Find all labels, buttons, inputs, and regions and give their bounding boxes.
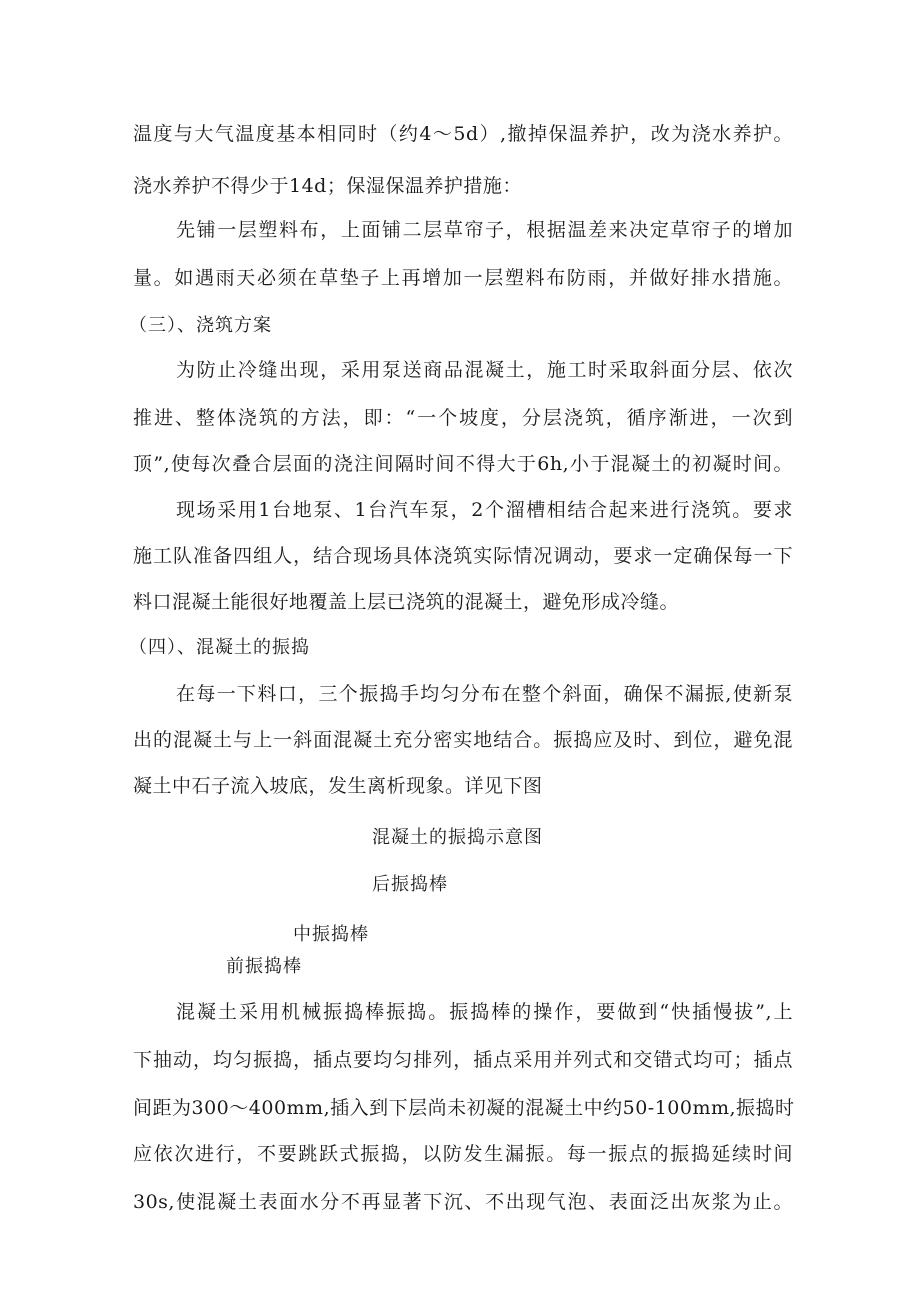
paragraph-line: 在每一下料口，三个振捣手均匀分布在整个斜面，确保不漏振,使新泵 [176,683,793,705]
paragraph-line: 顶”,使每次叠合层面的浇注间隔时间不得大于6h,小于混凝土的初凝时间。 [133,453,793,475]
paragraph-line: 推进、整体浇筑的方法，即：“一个坡度，分层浇筑，循序渐进，一次到 [133,407,793,429]
paragraph-line: 出的混凝土与上一斜面混凝土充分密实地结合。振捣应及时、到位，避免混 [133,729,793,751]
figure-label-middle-vibrator: 中振捣棒 [293,924,369,945]
section-heading: （三）、浇筑方案 [129,315,272,336]
paragraph-line: 间距为300～400mm,插入到下层尚未初凝的混凝土中约50-100mm,振捣时 [133,1097,795,1119]
paragraph-line: 料口混凝土能很好地覆盖上层已浇筑的混凝土，避免形成冷缝。 [133,591,680,613]
paragraph-line: 30s,使混凝土表面水分不再显著下沉、不出现气泡、表面泛出灰浆为止。 [133,1191,793,1213]
paragraph-line: 量。如遇雨天必须在草垫子上再增加一层塑料布防雨，并做好排水措施。 [133,267,793,289]
figure-label-rear-vibrator: 后振捣棒 [372,874,448,895]
paragraph-line: 凝土中石子流入坡底，发生离析现象。详见下图 [133,775,543,797]
paragraph-line: 下抽动，均匀振捣，插点要均匀排列，插点采用并列式和交错式均可；插点 [133,1049,793,1071]
paragraph-line: 混凝土采用机械振捣棒振捣。振捣棒的操作，要做到“快插慢拔”,上 [176,1001,793,1023]
section-heading: （四）、混凝土的振捣 [129,637,310,658]
figure-label-front-vibrator: 前振捣棒 [226,956,302,977]
paragraph-line: 先铺一层塑料布，上面铺二层草帘子，根据温差来决定草帘子的增加 [176,219,793,241]
paragraph-line: 温度与大气温度基本相同时（约4～5d）,撤掉保温养护，改为浇水养护。 [133,123,793,145]
paragraph-line: 浇水养护不得少于14d；保湿保温养护措施： [133,175,522,197]
paragraph-line: 应依次进行，不要跳跃式振捣，以防发生漏振。每一振点的振捣延续时间 [133,1143,793,1165]
figure-title: 混凝土的振捣示意图 [372,827,543,848]
paragraph-line: 为防止冷缝出现，采用泵送商品混凝土，施工时采取斜面分层、依次 [176,359,793,381]
paragraph-line: 现场采用1台地泵、1台汽车泵，2个溜槽相结合起来进行浇筑。要求 [176,499,793,521]
paragraph-line: 施工队准备四组人，结合现场具体浇筑实际情况调动，要求一定确保每一下 [133,545,793,567]
